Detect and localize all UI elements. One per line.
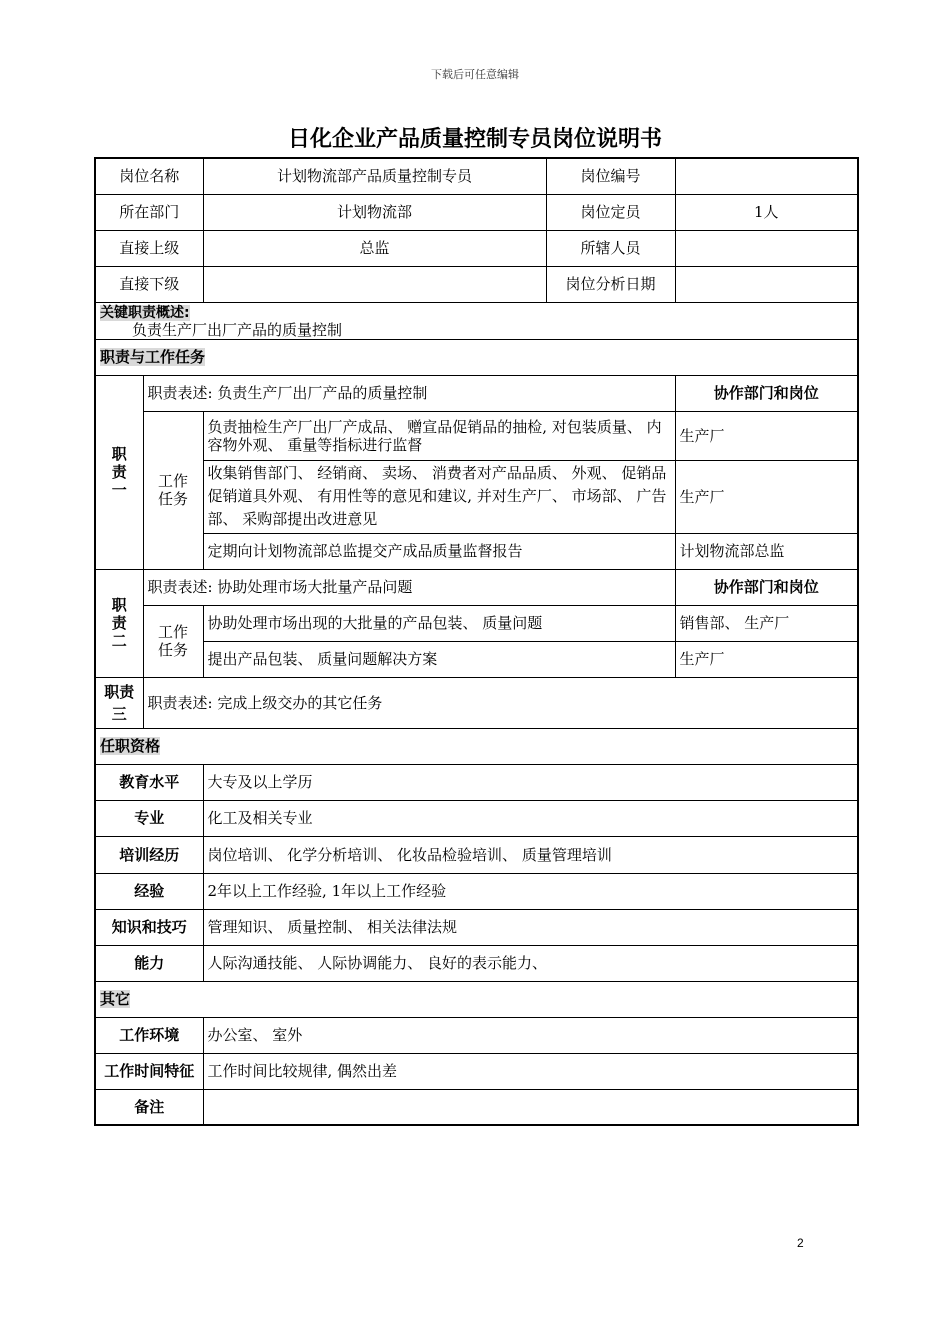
value-position-name: 计划物流部产品质量控制专员 (203, 158, 546, 194)
duty-statement: 职责表述: 完成上级交办的其它任务 (143, 677, 858, 728)
other-label: 工作环境 (95, 1017, 203, 1053)
qualification-value: 2年以上工作经验, 1年以上工作经验 (203, 873, 858, 909)
task-text: 负责抽检生产厂出厂产成品、 赠宣品促销品的抽检, 对包装质量、 内容物外观、 重量等指标进行监督 (203, 411, 675, 460)
task-collab: 计划物流部总监 (675, 533, 858, 569)
label-headcount: 岗位定员 (546, 194, 675, 230)
other-row (95, 1017, 858, 1053)
row-department (95, 194, 858, 230)
row-subordinate (95, 266, 858, 302)
row-other-heading (95, 981, 858, 1017)
qualification-label: 培训经历 (95, 836, 203, 873)
qualification-label: 能力 (95, 945, 203, 981)
task-text: 定期向计划物流部总监提交产成品质量监督报告 (203, 533, 675, 569)
value-headcount: 1人 (675, 194, 858, 230)
qualification-label: 教育水平 (95, 764, 203, 800)
task-collab: 生产厂 (675, 460, 858, 533)
task-row (95, 533, 858, 569)
duty-row (95, 677, 858, 728)
label-analysis-date: 岗位分析日期 (546, 266, 675, 302)
label-superior: 直接上级 (95, 230, 203, 266)
qualification-value: 大专及以上学历 (203, 764, 858, 800)
qualification-row (95, 836, 858, 873)
row-summary (95, 302, 858, 339)
other-row (95, 1053, 858, 1089)
value-position-code (675, 158, 858, 194)
job-description-table (94, 157, 859, 1126)
qualification-value: 管理知识、 质量控制、 相关法律法规 (203, 909, 858, 945)
qualification-label: 经验 (95, 873, 203, 909)
other-value: 办公室、 室外 (203, 1017, 858, 1053)
task-collab: 生产厂 (675, 411, 858, 460)
qualification-value: 化工及相关专业 (203, 800, 858, 836)
duty-label: 职责三 (95, 677, 143, 728)
duty-label: 职责二 (95, 569, 143, 677)
label-subordinate: 直接下级 (95, 266, 203, 302)
duty-row (95, 375, 858, 411)
task-label: 工作任务 (143, 411, 203, 569)
task-row (95, 605, 858, 641)
summary-heading: 关键职责概述: (100, 304, 190, 321)
header-note: 下载后可任意编辑 (431, 68, 519, 81)
value-staff (675, 230, 858, 266)
page-number: 2 (797, 1236, 804, 1250)
qualification-row (95, 873, 858, 909)
qualification-label: 专业 (95, 800, 203, 836)
qualification-value: 人际沟通技能、 人际协调能力、 良好的表示能力、 (203, 945, 858, 981)
task-text: 收集销售部门、 经销商、 卖场、 消费者对产品品质、 外观、 促销品促销道具外观、 有用性等的意见和建议, 并对生产厂、 市场部、 广告部、 采购部提出改进意见 (203, 460, 675, 533)
label-department: 所在部门 (95, 194, 203, 230)
duty-statement: 职责表述: 协助处理市场大批量产品问题 (143, 569, 675, 605)
qualification-label: 知识和技巧 (95, 909, 203, 945)
other-row (95, 1089, 858, 1125)
label-position-name: 岗位名称 (95, 158, 203, 194)
task-label: 工作任务 (143, 605, 203, 677)
qualification-row (95, 909, 858, 945)
duty-row (95, 569, 858, 605)
collab-header: 协作部门和岗位 (675, 375, 858, 411)
collab-header: 协作部门和岗位 (675, 569, 858, 605)
task-row (95, 641, 858, 677)
label-staff: 所辖人员 (546, 230, 675, 266)
qualification-row (95, 945, 858, 981)
row-superior (95, 230, 858, 266)
task-text: 协助处理市场出现的大批量的产品包装、 质量问题 (203, 605, 675, 641)
row-position-name (95, 158, 858, 194)
other-label: 备注 (95, 1089, 203, 1125)
qualification-row (95, 764, 858, 800)
duty-label: 职责一 (95, 375, 143, 569)
qualification-row (95, 800, 858, 836)
other-label: 工作时间特征 (95, 1053, 203, 1089)
other-heading: 其它 (95, 981, 858, 1017)
task-text: 提出产品包装、 质量问题解决方案 (203, 641, 675, 677)
qualification-value: 岗位培训、 化学分析培训、 化妆品检验培训、 质量管理培训 (203, 836, 858, 873)
task-row (95, 460, 858, 533)
task-collab: 生产厂 (675, 641, 858, 677)
task-collab: 销售部、 生产厂 (675, 605, 858, 641)
duty-statement: 职责表述: 负责生产厂出厂产品的质量控制 (143, 375, 675, 411)
value-superior: 总监 (203, 230, 546, 266)
label-position-code: 岗位编号 (546, 158, 675, 194)
summary-text: 负责生产厂出厂产品的质量控制 (132, 320, 343, 339)
other-value (203, 1089, 858, 1125)
duties-heading: 职责与工作任务 (95, 339, 858, 375)
value-subordinate (203, 266, 546, 302)
qualifications-heading: 任职资格 (95, 728, 858, 764)
row-qualifications-heading (95, 728, 858, 764)
document-title: 日化企业产品质量控制专员岗位说明书 (287, 127, 662, 152)
row-duties-heading (95, 339, 858, 375)
other-value: 工作时间比较规律, 偶然出差 (203, 1053, 858, 1089)
value-analysis-date (675, 266, 858, 302)
value-department: 计划物流部 (203, 194, 546, 230)
task-row (95, 411, 858, 460)
